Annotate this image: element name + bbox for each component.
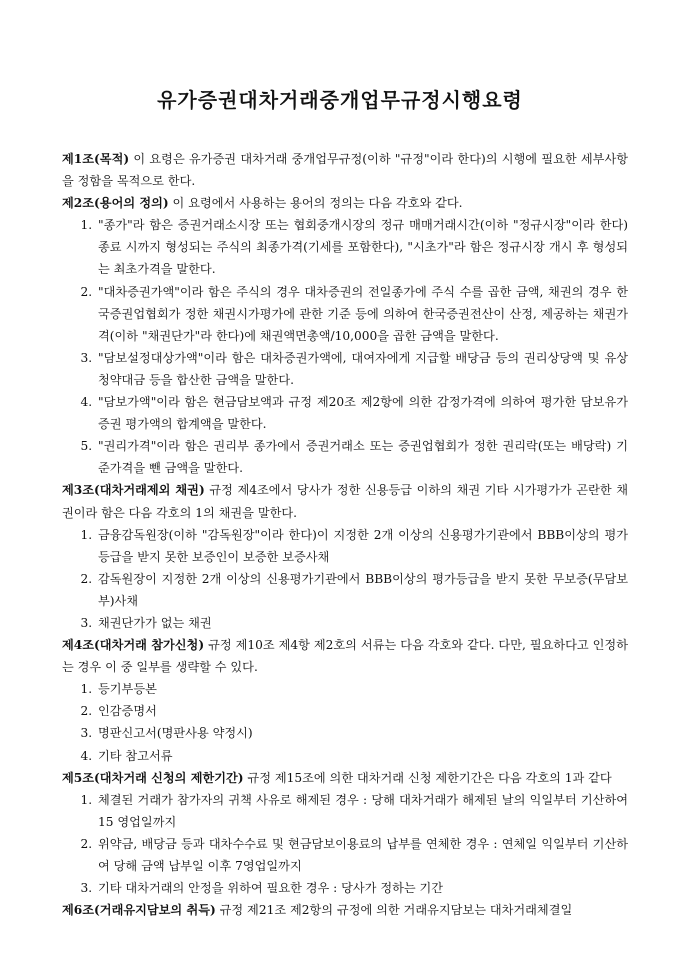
article-heading: 제1조(목적): [62, 152, 130, 166]
article-item-list: [62, 214, 628, 479]
article-item-list: [62, 524, 628, 634]
document-title: 유가증권대차거래중개업무규정시행요령: [157, 88, 523, 112]
article-paragraph: [62, 634, 628, 678]
article-paragraph: [62, 479, 628, 523]
article-item: 2. 위약금, 배당금 등과 대차수수료 및 현금담보이용료의 납부를 연체한 경우 : 연체일 익일부터 기산하여 당해 금액 납부일 이후 7영업일까지: [96, 833, 628, 877]
article-paragraph: [62, 192, 628, 214]
article-item: 3. 명판신고서(명판사용 약정시): [96, 722, 628, 744]
article: [62, 767, 628, 900]
article-heading: 제3조(대차거래제외 채권): [62, 483, 205, 498]
article-text: 규정 제21조 제2항의 규정에 의한 거래유지담보는 대차거래체결일: [215, 903, 573, 918]
article-item: 1. "종가"라 함은 증권거래소시장 또는 협회중개시장의 정규 매매거래시간(이하 "정규시장"이라 한다) 종료 시까지 형성되는 주식의 최종가격(기세를 포함한다), "시초가"라 함은 정규시장 개시 후 형성되는 최초가격을 말한다.: [96, 214, 628, 280]
article-item-list: [62, 789, 628, 899]
article-item: 1. 금융감독원장(이하 "감독원장"이라 한다)이 지정한 2개 이상의 신용평가기관에서 BBB이상의 평가등급을 받지 못한 보증인이 보증한 보증사채: [96, 524, 628, 568]
article-text: 이 요령에서 사용하는 용어의 정의는 다음 각호와 같다.: [168, 196, 463, 211]
article-heading: 제4조(대차거래 참가신청): [62, 638, 205, 653]
article: [62, 899, 628, 921]
article-item-list: [62, 678, 628, 766]
article-paragraph: [62, 899, 628, 921]
article: [62, 479, 628, 634]
article-text: 규정 제15조에 의한 대차거래 신청 제한기간은 다음 각호의 1과 같다: [243, 770, 612, 785]
article-item: 1. 등기부등본: [96, 678, 628, 700]
article-paragraph: [62, 767, 628, 789]
article-text: 규정 제4조에서 당사가 정한 신용등급 이하의 채권 기타 시가평가가 곤란한 채권이라 함은 다음 각호의 1의 채권을 말한다.: [62, 483, 628, 520]
article-item: 3. "담보설정대상가액"이라 함은 대차증권가액에, 대여자에게 지급할 배당금 등의 권리상당액 및 유상청약대금 등을 합산한 금액을 말한다.: [96, 347, 628, 391]
article-heading: 제5조(대차거래 신청의 제한기간): [62, 770, 244, 785]
article-item: 1. 체결된 거래가 참가자의 귀책 사유로 해제된 경우 : 당해 대차거래가 해제된 날의 익일부터 기산하여 15 영업일까지: [96, 789, 628, 833]
article-heading: 제2조(용어의 정의): [62, 196, 169, 211]
article: [62, 148, 628, 192]
article-item: 4. 기타 참고서류: [96, 745, 628, 767]
article-text: 규정 제10조 제4항 제2호의 서류는 다음 각호와 같다. 다만, 필요하다고 인정하는 경우 이 중 일부를 생략할 수 있다.: [62, 638, 628, 675]
article-heading: 제6조(거래유지담보의 취득): [62, 903, 216, 918]
article-item: 2. "대차증권가액"이라 함은 주식의 경우 대차증권의 전일종가에 주식 수를 곱한 금액, 채권의 경우 한국증권업협회가 정한 채권시가평가에 관한 기준 등에 의하여 한국증권전산이 산정, 제공하는 채권가격(이하 "채권단가"라 한다)에 채권액면총액/10,000을 곱한 금액을 말한다.: [96, 281, 628, 347]
article-text: 이 요령은 유가증권 대차거래 중개업무규정(이하 "규정"이라 한다)의 시행에 필요한 세부사항을 정함을 목적으로 한다.: [62, 152, 628, 189]
article: [62, 192, 628, 479]
document-body: [62, 148, 628, 921]
article: [62, 634, 628, 767]
article-item: 3. 기타 대차거래의 안정을 위하여 필요한 경우 : 당사가 정하는 기간: [96, 877, 628, 899]
article-paragraph: [62, 148, 628, 192]
article-item: 5. "권리가격"이라 함은 권리부 종가에서 증권거래소 또는 증권업협회가 정한 권리락(또는 배당락) 기준가격을 뺀 금액을 말한다.: [96, 435, 628, 479]
article-item: 3. 채권단가가 없는 채권: [96, 612, 628, 634]
article-item: 2. 감독원장이 지정한 2개 이상의 신용평가기관에서 BBB이상의 평가등급을 받지 못한 무보증(무담보부)사채: [96, 568, 628, 612]
article-item: 4. "담보가액"이라 함은 현금담보액과 규정 제20조 제2항에 의한 감정가격에 의하여 평가한 담보유가증권 평가액의 합계액을 말한다.: [96, 391, 628, 435]
article-item: 2. 인감증명서: [96, 700, 628, 722]
